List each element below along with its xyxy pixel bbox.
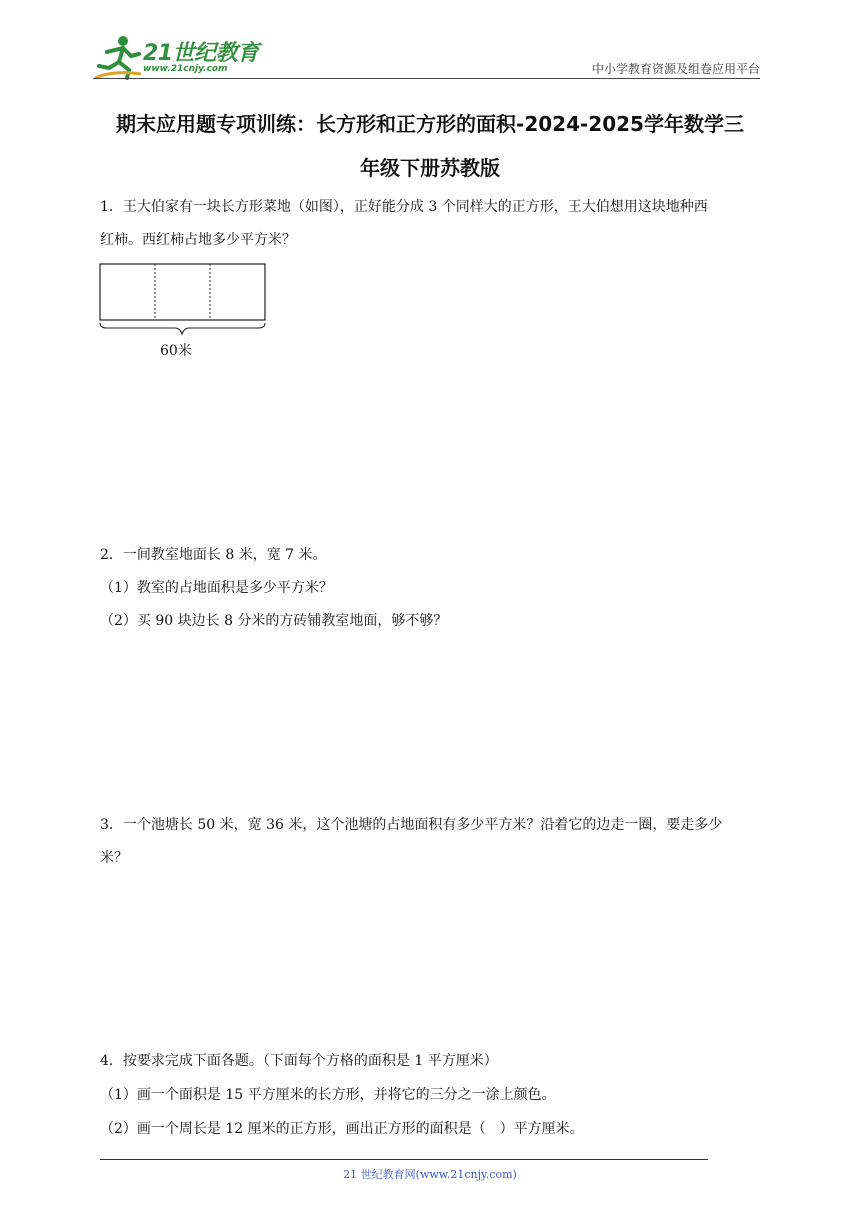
header-divider xyxy=(93,78,760,79)
question-2-part-2: （2）买 90 块边长 8 分米的方砖铺教室地面，够不够？ xyxy=(100,613,448,629)
running-man-icon xyxy=(93,34,143,82)
question-1-figure xyxy=(95,258,275,368)
site-logo xyxy=(93,34,263,82)
logo-brand-text: 21世纪教育 xyxy=(143,41,259,66)
question-1-line-1: 1．王大伯家有一块长方形菜地（如图），正好能分成 3 个同样大的正方形，王大伯想用这块地种西 xyxy=(100,199,708,215)
question-2-stem: 2．一间教室地面长 8 米，宽 7 米。 xyxy=(100,547,327,563)
garden-rectangle xyxy=(100,264,265,320)
question-4-part-1: （1）画一个面积是 15 平方厘米的长方形，并将它的三分之一涂上颜色。 xyxy=(100,1087,556,1103)
question-4-stem: 4．按要求完成下面各题。（下面每个方格的面积是 1 平方厘米） xyxy=(100,1053,498,1069)
question-3-line-1: 3．一个池塘长 50 米，宽 36 米，这个池塘的占地面积有多少平方米？沿着它的边走一圈，要走多少 xyxy=(100,817,723,833)
page-title-line-1: 期末应用题专项训练：长方形和正方形的面积-2024-2025学年数学三 xyxy=(116,112,744,136)
width-brace xyxy=(100,323,265,334)
platform-label: 中小学教育资源及组卷应用平台 xyxy=(591,62,760,76)
page-title-line-2: 年级下册苏教版 xyxy=(360,156,500,180)
footer-link[interactable]: 21 世纪教育网(www.21cnjy.com) xyxy=(343,1168,517,1181)
footer-divider xyxy=(100,1159,708,1160)
question-3-line-2: 米？ xyxy=(100,850,128,866)
question-1-line-2: 红柿。西红柿占地多少平方米？ xyxy=(100,232,296,248)
question-2-part-1: （1）教室的占地面积是多少平方米？ xyxy=(100,580,333,596)
figure-width-label: 60米 xyxy=(160,343,192,359)
question-4-part-2: （2）画一个周长是 12 厘米的正方形，画出正方形的面积是（ ）平方厘米。 xyxy=(100,1121,584,1137)
logo-url-text: www.21cnjy.com xyxy=(143,64,228,74)
